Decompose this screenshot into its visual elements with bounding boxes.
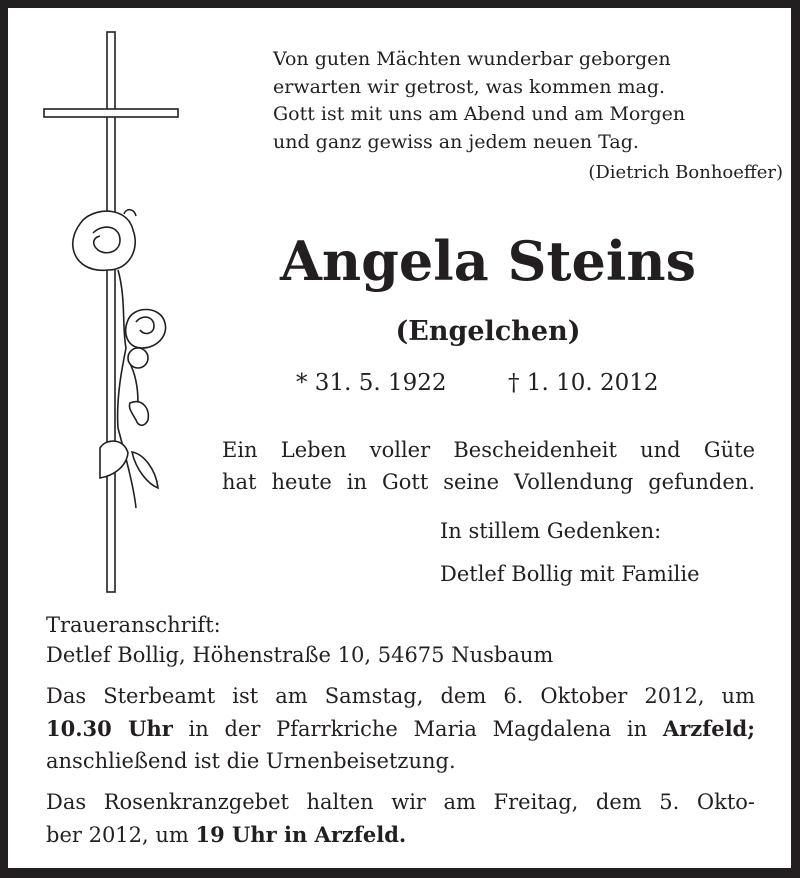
service-line: Das Sterbeamt ist am Samstag, dem 6. Oktober 2012, um xyxy=(46,684,755,708)
poem-line: erwarten wir getrost, was kommen mag. xyxy=(273,76,666,98)
rosary-time-place: 19 Uhr in Arzfeld. xyxy=(195,822,407,847)
poem-line: und ganz gewiss an jedem neuen Tag. xyxy=(273,131,639,153)
deceased-nickname: (Engelchen) xyxy=(395,316,581,347)
service-time: 10.30 Uhr xyxy=(46,716,173,741)
rosary-line: Das Rosenkranzgebet halten wir am Freitag, dem 5. Okto- xyxy=(46,790,755,814)
service-line xyxy=(46,718,755,740)
tribute-line: hat heute in Gott seine Vollendung gefunden. xyxy=(222,470,755,494)
service-line: anschließend ist die Urnenbeisetzung. xyxy=(46,749,456,773)
cross-with-roses-illustration xyxy=(8,8,208,608)
rosary-line xyxy=(46,824,406,846)
deceased-name: Angela Steins xyxy=(279,229,697,293)
address-value: Detlef Bollig, Höhenstraße 10, 54675 Nusbaum xyxy=(46,643,554,667)
rosary-text: ber 2012, um xyxy=(46,823,196,847)
rose-icon xyxy=(73,210,166,348)
service-text: in der Pfarrkriche Maria Magdalena in xyxy=(172,717,663,741)
closing-line: In stillem Gedenken: xyxy=(440,519,662,543)
poem-line: Gott ist mit uns am Abend und am Morgen xyxy=(273,103,686,125)
death-date: † 1. 10. 2012 xyxy=(508,370,659,396)
tribute-line: Ein Leben voller Bescheidenheit und Güte xyxy=(222,438,755,462)
poem-author: (Dietrich Bonhoeffer) xyxy=(588,162,783,183)
birth-date: * 31. 5. 1922 xyxy=(296,370,447,396)
address-label: Traueranschrift: xyxy=(46,613,221,637)
poem-line: Von guten Mächten wunderbar geborgen xyxy=(273,48,671,70)
service-place: Arzfeld; xyxy=(662,716,755,741)
mourners: Detlef Bollig mit Familie xyxy=(440,562,700,586)
